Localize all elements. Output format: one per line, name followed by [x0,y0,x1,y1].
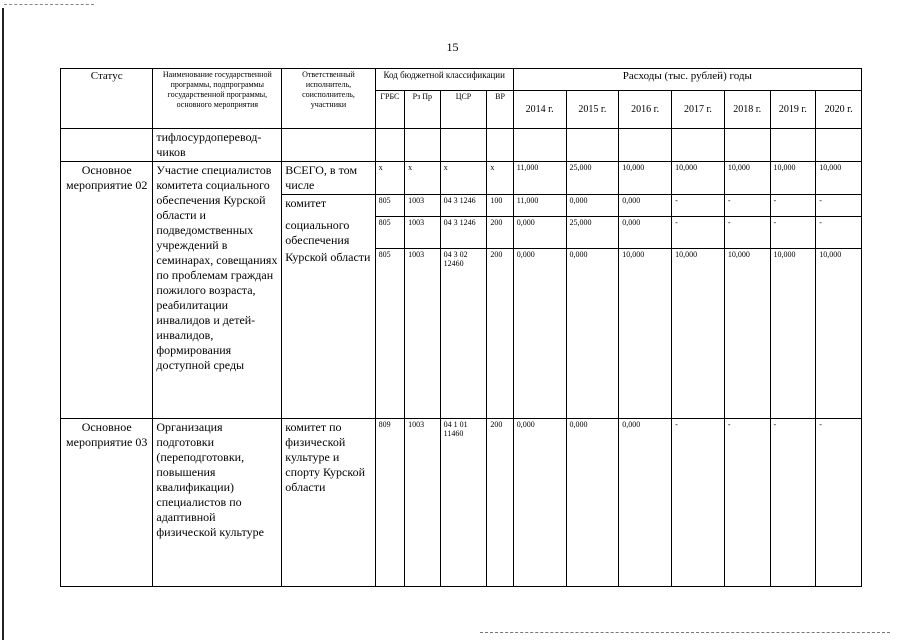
value-cell: - [770,217,816,249]
responsible-cell: социального обеспечения [282,217,375,249]
value-cell: 0,000 [513,419,566,587]
value-cell: - [816,217,862,249]
grbs-cell: 805 [375,217,404,249]
vr-cell: 200 [487,419,513,587]
rzpr-cell: 1003 [405,195,441,217]
value-cell: 25,000 [566,162,619,195]
value-cell: 10,000 [816,249,862,419]
measure-name: Организация подготовки (переподготовки, повышения квалификации) специалистов по адаптивной физической культуре [153,419,282,587]
value-cell: - [816,195,862,217]
header-grbs: ГРБС [375,91,404,129]
rzpr-cell: 1003 [405,419,441,587]
value-cell: - [724,195,770,217]
header-vr: ВР [487,91,513,129]
responsible-cell: ВСЕГО, в том числе [282,162,375,195]
value-cell: - [770,419,816,587]
header-responsible: Ответственный исполнитель, соисполнитель, участники [282,69,375,129]
value-cell: 10,000 [724,249,770,419]
vr-cell: 200 [487,217,513,249]
table-row [61,162,862,195]
header-year: 2016 г. [619,91,672,129]
scan-edge-line [2,8,4,640]
value-cell: 10,000 [619,249,672,419]
header-year: 2020 г. [816,91,862,129]
header-year: 2014 г. [513,91,566,129]
value-cell: 10,000 [619,162,672,195]
header-budget-code: Код бюджетной классификации [375,69,513,91]
value-cell: 0,000 [619,217,672,249]
value-cell: 0,000 [513,217,566,249]
value-cell: 10,000 [724,162,770,195]
scan-top-mark [4,4,94,5]
value-cell: - [770,195,816,217]
responsible-cell: комитет по физической культуре и спорту Курской области [282,419,375,587]
measure-name: Участие специалистов комитета социального обеспечения Курской области и подведомственных учреждений в семинарах, совещаниях по проблемам граждан пожилого возраста, реабилитации инвалидов и детей-инвалидов, формирования доступной среды [153,162,282,419]
value-cell: 25,000 [566,217,619,249]
responsible-cell: Курской области [282,249,375,419]
header-expenses: Расходы (тыс. рублей) годы [513,69,861,91]
continuation-row [61,129,862,162]
vr-cell: х [487,162,513,195]
vr-cell: 200 [487,249,513,419]
value-cell: - [724,217,770,249]
value-cell: 10,000 [816,162,862,195]
value-cell: 11,000 [513,162,566,195]
header-status: Статус [61,69,153,129]
value-cell: 0,000 [619,195,672,217]
value-cell: 0,000 [513,249,566,419]
grbs-cell: 805 [375,249,404,419]
csr-cell: 04 3 02 12460 [440,249,487,419]
status-cell: Основное мероприятие 02 [61,162,153,419]
continuation-name: тифлосурдоперевод-чиков [153,129,282,162]
header-name: Наименование государственной программы, подпрограммы государственной программы, основного мероприятия [153,69,282,129]
grbs-cell: 809 [375,419,404,587]
rzpr-cell: х [405,162,441,195]
csr-cell: 04 3 1246 [440,217,487,249]
value-cell: 10,000 [770,249,816,419]
status-cell [61,129,153,162]
value-cell: 10,000 [770,162,816,195]
page-number: 15 [446,40,459,54]
header-year: 2019 г. [770,91,816,129]
header-rzpr: Рз Пр [405,91,441,129]
value-cell: 0,000 [619,419,672,587]
value-cell: - [672,419,725,587]
rzpr-cell: 1003 [405,217,441,249]
value-cell: - [672,195,725,217]
responsible-cell: комитет [282,195,375,217]
status-cell: Основное мероприятие 03 [61,419,153,587]
value-cell: - [724,419,770,587]
header-year: 2018 г. [724,91,770,129]
header-row-1 [61,69,862,91]
csr-cell: 04 3 1246 [440,195,487,217]
value-cell: 0,000 [566,249,619,419]
table-row [61,419,862,587]
budget-table [60,68,862,587]
value-cell: - [672,217,725,249]
value-cell: 0,000 [566,195,619,217]
rzpr-cell: 1003 [405,249,441,419]
header-csr: ЦСР [440,91,487,129]
value-cell: 10,000 [672,249,725,419]
csr-cell: х [440,162,487,195]
header-year: 2015 г. [566,91,619,129]
value-cell: 11,000 [513,195,566,217]
value-cell: 10,000 [672,162,725,195]
value-cell: - [816,419,862,587]
value-cell: 0,000 [566,419,619,587]
grbs-cell: 805 [375,195,404,217]
header-year: 2017 г. [672,91,725,129]
scan-bottom-mark [480,632,890,633]
vr-cell: 100 [487,195,513,217]
grbs-cell: х [375,162,404,195]
csr-cell: 04 1 01 11460 [440,419,487,587]
